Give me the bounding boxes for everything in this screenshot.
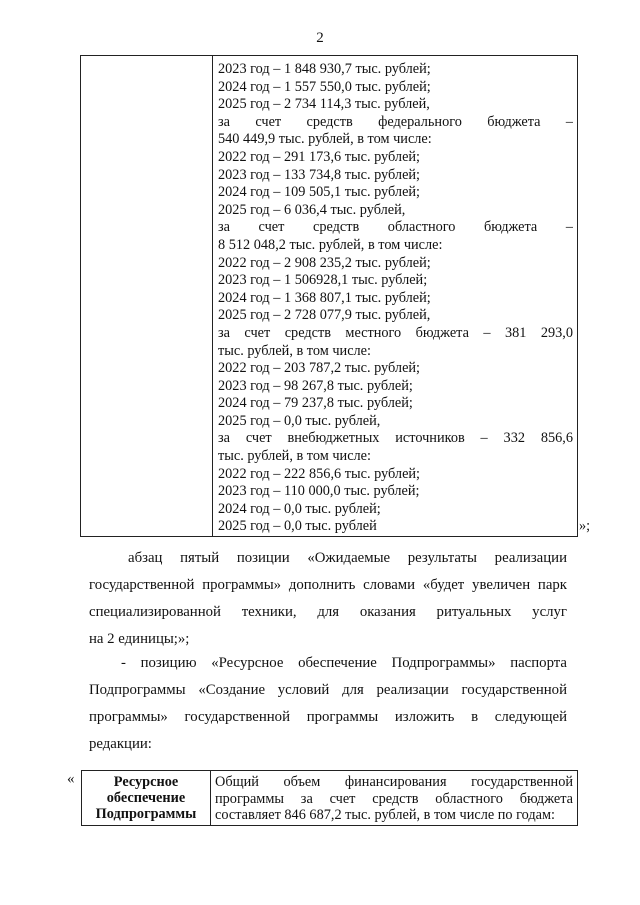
funding-lines <box>218 61 573 536</box>
funding-line: 2023 год – 110 000,0 тыс. рублей; <box>218 483 420 500</box>
funding-line: 540 449,9 тыс. рублей, в том числе: <box>218 131 432 148</box>
funding-line: 2025 год – 0,0 тыс. рублей <box>218 518 377 535</box>
table-column-divider <box>210 771 211 825</box>
closing-quote-mark: »; <box>579 518 591 534</box>
paragraph-line: абзац пятый позиции «Ожидаемые результаты реализации <box>128 550 567 566</box>
funding-line: 2024 год – 0,0 тыс. рублей; <box>218 500 381 517</box>
funding-line: 2024 год – 1 557 550,0 тыс. рублей; <box>218 78 431 95</box>
resource-line: программы за счет средств областного бюджета <box>215 790 573 807</box>
funding-line: 2025 год – 2 728 077,9 тыс. рублей, <box>218 307 431 324</box>
paragraph-resource-position <box>89 650 567 758</box>
paragraph-line: специализированной техники, для оказания ритуальных услуг <box>89 604 567 620</box>
paragraph-line: программы» государственной программы изложить в следующей <box>89 709 567 725</box>
funding-line: тыс. рублей, в том числе: <box>218 448 371 465</box>
paragraph-line: - позицию «Ресурсное обеспечение Подпрограммы» паспорта <box>121 655 567 671</box>
opening-quote-mark: « <box>67 771 75 787</box>
funding-line: 2022 год – 291 173,6 тыс. рублей; <box>218 148 421 165</box>
funding-line: 2025 год – 0,0 тыс. рублей, <box>218 412 381 429</box>
funding-line: за счет средств федерального бюджета – <box>218 113 573 130</box>
funding-line: 2024 год – 109 505,1 тыс. рублей; <box>218 184 421 201</box>
funding-line: за счет внебюджетных источников – 332 856,6 <box>218 430 573 447</box>
funding-line: 2022 год – 203 787,2 тыс. рублей; <box>218 360 421 377</box>
funding-line: 2023 год – 98 267,8 тыс. рублей; <box>218 377 413 394</box>
resource-line: Общий объем финансирования государственной <box>215 774 573 790</box>
funding-line: 2022 год – 2 908 235,2 тыс. рублей; <box>218 254 431 271</box>
resource-line: составляет 846 687,2 тыс. рублей, в том числе по годам: <box>215 807 556 823</box>
funding-line: тыс. рублей, в том числе: <box>218 342 371 359</box>
table-column-divider <box>212 56 213 536</box>
resource-table-header: Ресурсное обеспечение Подпрограммы <box>95 774 197 822</box>
funding-table <box>80 55 578 537</box>
funding-line: 2024 год – 79 237,8 тыс. рублей; <box>218 395 413 412</box>
resource-table <box>81 770 578 826</box>
page-number: 2 <box>316 30 324 46</box>
funding-line: 2023 год – 133 734,8 тыс. рублей; <box>218 166 421 183</box>
resource-table-text <box>215 774 573 824</box>
funding-line: 2023 год – 1 506928,1 тыс. рублей; <box>218 272 428 289</box>
funding-line: за счет средств областного бюджета – <box>218 219 573 236</box>
paragraph-expected-results <box>89 545 567 653</box>
funding-line: 8 512 048,2 тыс. рублей, в том числе: <box>218 236 443 253</box>
funding-line: 2025 год – 6 036,4 тыс. рублей, <box>218 201 406 218</box>
paragraph-line: редакции: <box>89 736 152 752</box>
paragraph-line: Подпрограммы «Создание условий для реализации государственной <box>89 682 567 698</box>
funding-line: 2024 год – 1 368 807,1 тыс. рублей; <box>218 289 431 306</box>
funding-line: 2023 год – 1 848 930,7 тыс. рублей; <box>218 61 431 77</box>
funding-line: 2022 год – 222 856,6 тыс. рублей; <box>218 465 421 482</box>
funding-line: за счет средств местного бюджета – 381 293,0 <box>218 324 573 341</box>
paragraph-line: на 2 единицы;»; <box>89 631 190 647</box>
paragraph-line: государственной программы» дополнить словами «будет увеличен парк <box>89 577 567 593</box>
funding-line: 2025 год – 2 734 114,3 тыс. рублей, <box>218 96 430 113</box>
